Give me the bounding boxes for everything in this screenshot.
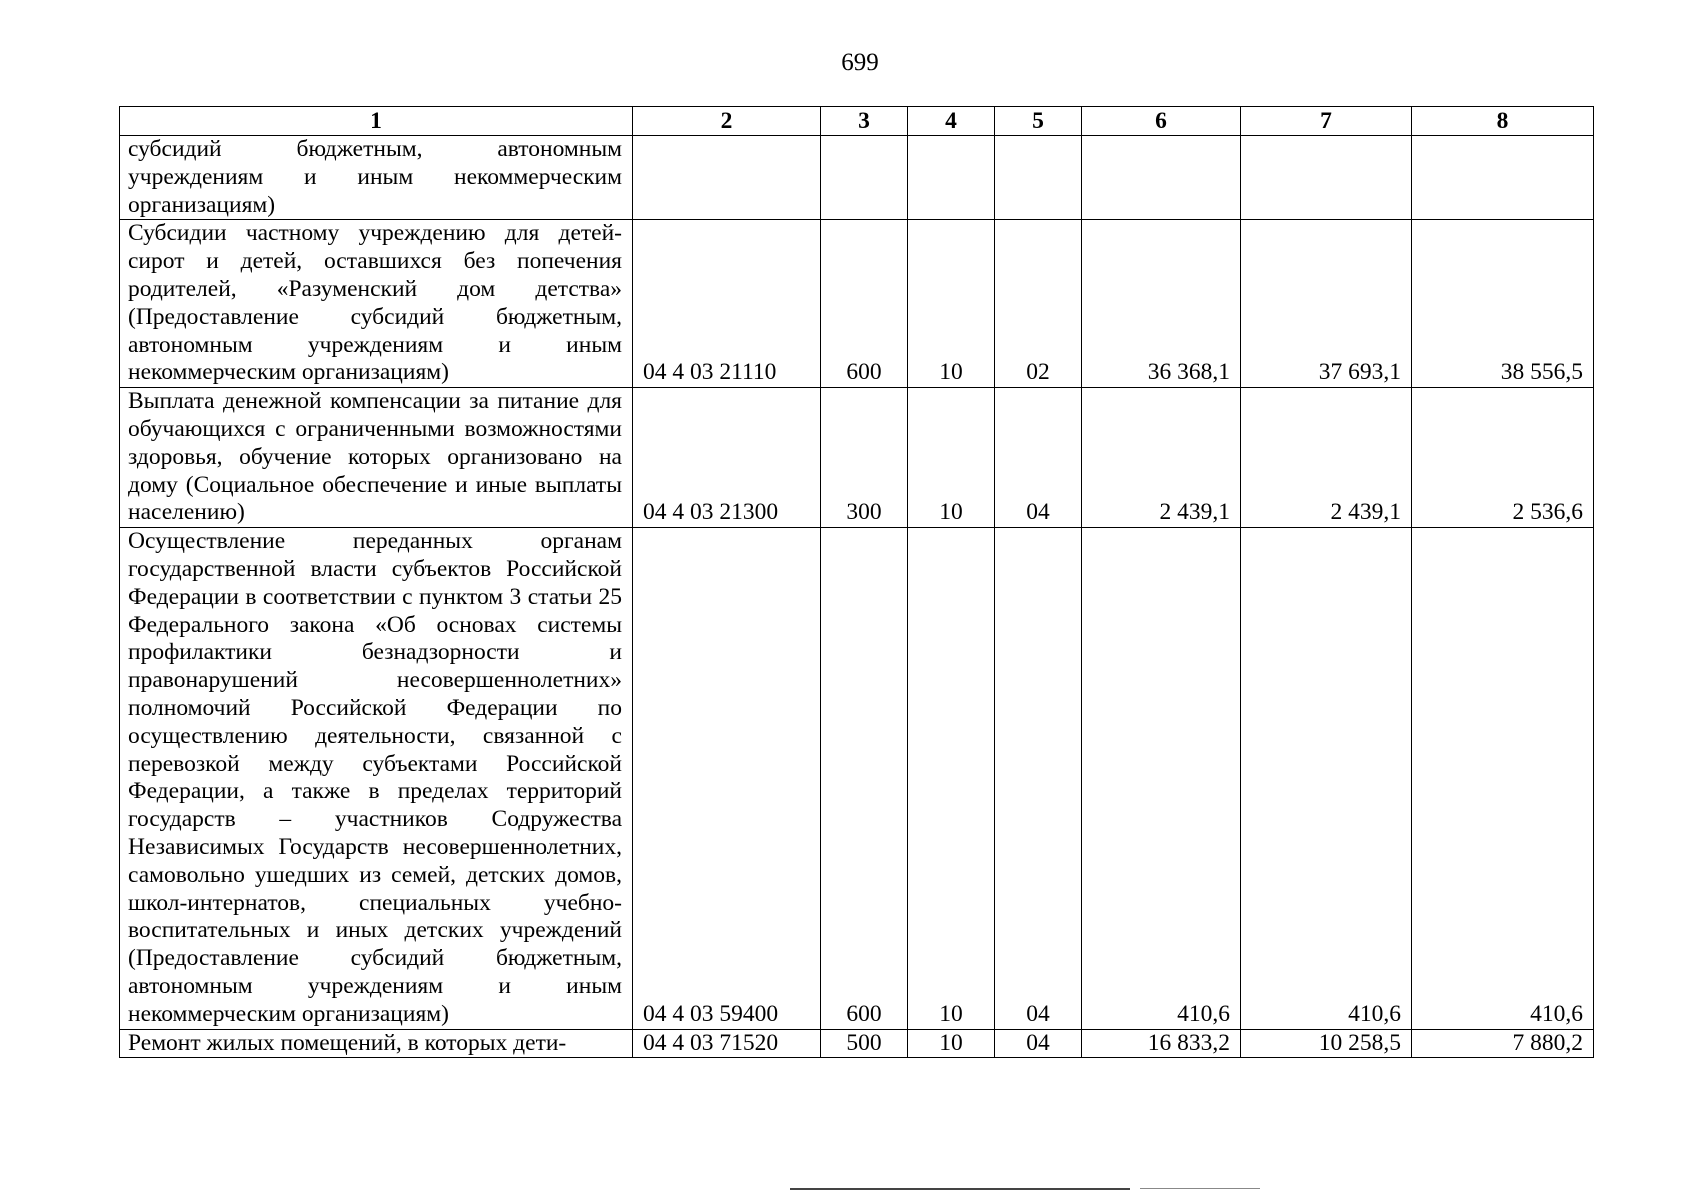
row-amount (1082, 136, 1241, 220)
table-row (120, 388, 1594, 528)
table-row (120, 528, 1594, 1029)
row-amount: 2 439,1 (1241, 388, 1412, 528)
row-cell: 04 (995, 1029, 1082, 1058)
column-header: 5 (995, 107, 1082, 136)
row-amount (1412, 136, 1594, 220)
row-cell: 10 (908, 388, 995, 528)
row-amount: 37 693,1 (1241, 220, 1412, 388)
table-row (120, 220, 1594, 388)
column-header: 4 (908, 107, 995, 136)
row-description: Выплата денежной компенсации за питание для обучающихся с ограниченными возможностями здоровья, обучение которых организовано на дому (Социальное обеспечение и иные выплаты населению) (120, 388, 633, 528)
row-cell: 300 (821, 388, 908, 528)
row-amount (1241, 136, 1412, 220)
row-cell: 600 (821, 528, 908, 1029)
row-description: Ремонт жилых помещений, в которых дети- (120, 1029, 633, 1058)
row-cell: 04 (995, 388, 1082, 528)
row-cell (995, 136, 1082, 220)
row-amount: 38 556,5 (1412, 220, 1594, 388)
row-amount: 410,6 (1082, 528, 1241, 1029)
row-cell: 02 (995, 220, 1082, 388)
column-header: 3 (821, 107, 908, 136)
table-row (120, 136, 1594, 220)
row-cell: 10 (908, 1029, 995, 1058)
row-cell: 600 (821, 220, 908, 388)
table-header-row (120, 107, 1594, 136)
row-code: 04 4 03 21300 (633, 388, 821, 528)
row-description: Субсидии частному учреждению для детей-сирот и детей, оставшихся без попечения родителей, «Разуменский дом детства» (Предоставление субсидий бюджетным, автономным учреждениям и иным некоммерческим организациям) (120, 220, 633, 388)
row-amount: 2 439,1 (1082, 388, 1241, 528)
scan-artifact-line (790, 1188, 1130, 1190)
column-header: 6 (1082, 107, 1241, 136)
column-header: 1 (120, 107, 633, 136)
row-description: субсидий бюджетным, автономным учреждениям и иным некоммерческим организациям) (120, 136, 633, 220)
row-amount: 2 536,6 (1412, 388, 1594, 528)
row-cell: 10 (908, 528, 995, 1029)
budget-table (119, 106, 1594, 1058)
row-cell (908, 136, 995, 220)
row-amount: 410,6 (1412, 528, 1594, 1029)
row-amount: 36 368,1 (1082, 220, 1241, 388)
scan-artifact-line (1140, 1188, 1260, 1189)
row-code: 04 4 03 71520 (633, 1029, 821, 1058)
row-cell: 04 (995, 528, 1082, 1029)
table-row (120, 1029, 1594, 1058)
column-header: 2 (633, 107, 821, 136)
row-cell: 10 (908, 220, 995, 388)
row-cell: 500 (821, 1029, 908, 1058)
row-code (633, 136, 821, 220)
row-code: 04 4 03 21110 (633, 220, 821, 388)
row-amount: 10 258,5 (1241, 1029, 1412, 1058)
row-amount: 16 833,2 (1082, 1029, 1241, 1058)
row-cell (821, 136, 908, 220)
row-amount: 7 880,2 (1412, 1029, 1594, 1058)
row-code: 04 4 03 59400 (633, 528, 821, 1029)
column-header: 7 (1241, 107, 1412, 136)
row-amount: 410,6 (1241, 528, 1412, 1029)
row-description: Осуществление переданных органам государственной власти субъектов Российской Федерации в соответствии с пунктом 3 статьи 25 Федерального закона «Об основах системы профилактики безнадзорности и правонарушений несовершеннолетних» полномочий Российской Федерации по осуществлению деятельности, связанной с перевозкой между субъектами Российской Федерации, а также в пределах территорий государств – участников Содружества Независимых Государств несовершеннолетних, самовольно ушедших из семей, детских домов, школ-интернатов, специальных учебно-воспитательных и иных детских учреждений (Предоставление субсидий бюджетным, автономным учреждениям и иным некоммерческим организациям) (120, 528, 633, 1029)
column-header: 8 (1412, 107, 1594, 136)
page-number: 699 (841, 49, 879, 76)
